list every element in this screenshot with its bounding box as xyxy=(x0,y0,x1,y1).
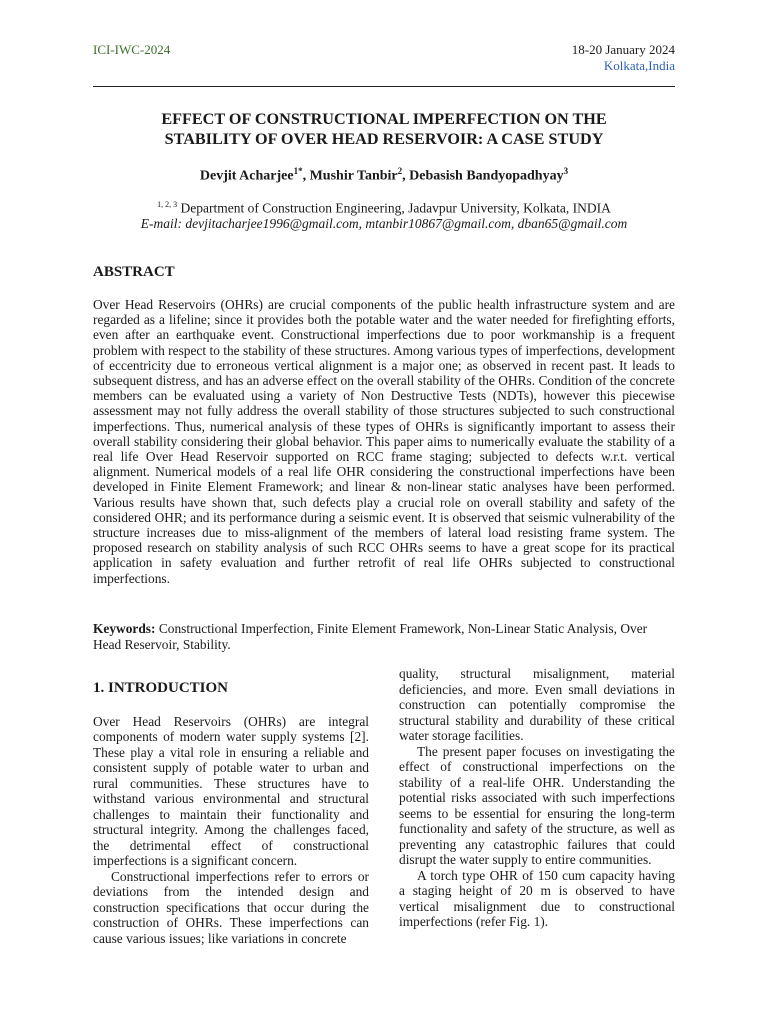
paper-title xyxy=(93,109,675,149)
author-name: Debasish Bandyopadhyay xyxy=(409,168,564,184)
author-emails: E-mail: devjitacharjee1996@gmail.com, mtanbir10867@gmail.com, dban65@gmail.com xyxy=(140,216,628,231)
author-name: Mushir Tanbir xyxy=(309,168,398,184)
header-rule xyxy=(93,86,675,87)
running-header xyxy=(93,42,675,78)
affiliation xyxy=(93,200,675,217)
conference-id: ICI-IWC-2024 xyxy=(93,42,171,57)
intro-paragraph-3: The present paper focuses on investigating the effect of constructional imperfections on the stability of a real-life OHR. Understanding the potential risks associated with such imperfections seems to be essential for ensuring the long-term functionality and safety of the structure, as well as preventing any catastrophic failures that could disrupt the water supply to entire communities. xyxy=(399,743,675,867)
affiliation-sup: 1, 2, 3 xyxy=(157,200,178,209)
section-heading-introduction: 1. INTRODUCTION xyxy=(93,680,229,696)
intro-paragraph-4: A torch type OHR of 150 cum capacity having a staging height of 20 m is observed to have vertical misalignment due to constructional imperfections (refer Fig. 1). xyxy=(399,867,675,929)
title-line-1: EFFECT OF CONSTRUCTIONAL IMPERFECTION ON THE xyxy=(161,110,607,128)
abstract-body: Over Head Reservoirs (OHRs) are crucial components of the public health infrastructure system and are regarded as a lifeline; since it provides both the potable water and the water needed for firefighting efforts, even after an earthquake event. Constructional imperfections due to poor workmanship is a frequent problem with respect to the stability of these structures. Among various types of imperfections, development of eccentricity due to erroneous vertical alignment is a major one; as observed in recent past. It leads to subsequent distress, and has an adverse effect on the overall stability of the OHRs. Condition of the concrete members can be evaluated using a variety of Non Destructive Tests (NDTs), however this piecewise assessment may not fully address the overall stability of those structures subjected to such constructional imperfections. Thus, numerical analysis of these types of OHRs is significantly important to assess their overall stability considering their global behavior. This paper aims to numerically evaluate the stability of a real life Over Head Reservoir supported on RCC frame staging; subjected to defects w.r.t. vertical alignment. Numerical models of a real life OHR considering the constructional imperfections have been developed in Finite Element Framework; and linear & non-linear static analyses have been performed. Various results have shown that, such defects play a crucial role on overall stability and safety of the considered OHR; and its performance during a seismic event. It is observed that seismic vulnerability of the structure increases due to miss-alignment of the members of lateral load resisting frame system. The proposed research on stability analysis of such RCC OHRs seems to have a great scope for its practical application in safety evaluation and further retrofit of real life OHRs subjected to constructional imperfections. xyxy=(93,297,675,586)
affiliation-text: Department of Construction Engineering, Jadavpur University, Kolkata, INDIA xyxy=(180,200,611,216)
author-name: Devjit Acharjee xyxy=(199,168,294,184)
keywords-label: Keywords: xyxy=(93,621,156,636)
conference-location: Kolkata,India xyxy=(603,58,675,73)
author-sup: 1* xyxy=(293,166,303,176)
keywords-text: Constructional Imperfection, Finite Element Framework, Non-Linear Static Analysis, Over Head Reservoir, Stability. xyxy=(93,621,648,652)
keywords xyxy=(93,621,675,653)
title-line-2: STABILITY OF OVER HEAD RESERVOIR: A CASE STUDY xyxy=(164,130,604,148)
abstract-heading: ABSTRACT xyxy=(93,264,175,280)
conference-dates: 18-20 January 2024 xyxy=(571,42,675,57)
author-list: Devjit Acharjee$^{1*}$, Mushir Tanbir$^2$, Debasish Bandyopadhyay$^3$ xyxy=(199,166,569,184)
author-sup: 2 xyxy=(397,166,403,176)
left-column xyxy=(93,680,369,946)
author-sup: 3 xyxy=(563,166,569,176)
intro-paragraph-1: Over Head Reservoirs (OHRs) are integral components of modern water supply systems [2]. These play a vital role in ensuring a reliable and consistent supply of potable water to urban and rural communities. These structures have to withstand various environmental and structural challenges to maintain their functionality and structural integrity. Among the challenges faced, the detrimental effect of constructional imperfections is a significant concern. xyxy=(93,713,369,868)
intro-paragraph-2: Constructional imperfections refer to errors or deviations from the intended design and construction specifications that occur during the construction of OHRs. These imperfections can cause various issues; like variations in concrete xyxy=(93,868,369,946)
intro-paragraph-2-continued: quality, structural misalignment, material deficiencies, and more. Even small deviations in construction can potentially compromise the structural stability and durability of these critical water storage facilities. xyxy=(399,666,675,743)
right-column xyxy=(399,666,675,930)
